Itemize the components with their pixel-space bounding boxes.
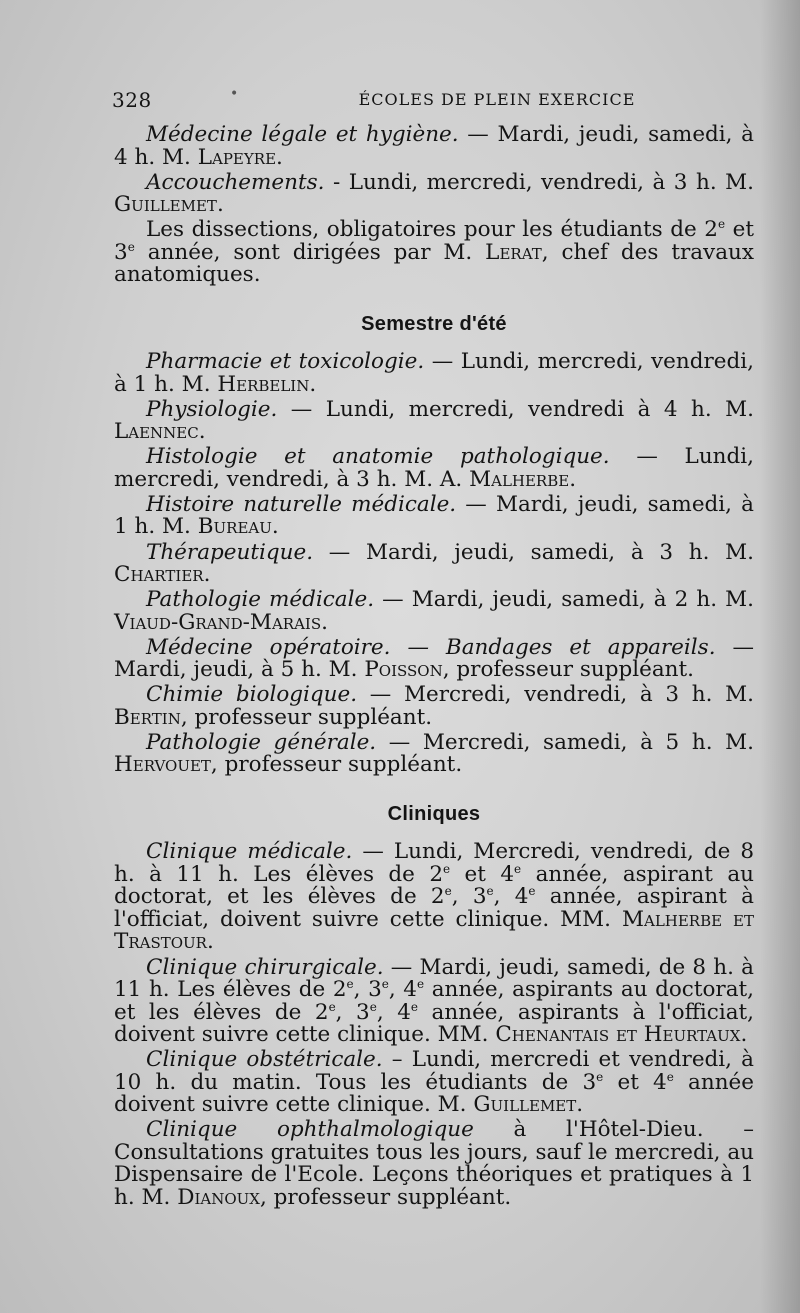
section-heading-semestre-ete: Semestre d'été [361,312,507,335]
course-entry: Chimie biologique. — Mercredi, vendredi, à 3 h. M. Bertin, professeur suppléant. [114,682,754,730]
course-entry: Médecine légale et hygiène. — Mardi, jeudi, samedi, à 4 h. M. Lapeyre. [114,122,755,170]
course-title: Pharmacie et toxicologie. [146,349,425,375]
clinic-title: Clinique médicale. [146,839,353,865]
course-entry: Histologie et anatomie pathologique. — Lundi, mercredi, vendredi, à 3 h. M. A. Malherbe. [114,444,754,492]
course-entry: Thérapeutique. — Mardi, jeudi, samedi, à 3 h. M. Chartier. [114,539,754,588]
professor-name: Hervouet [114,752,211,778]
course-title: Histologie et anatomie pathologique. [146,444,610,470]
professor-name: Guillemet [114,192,217,218]
professor-name: Bertin [114,704,181,730]
course-entry: Histoire naturelle médicale. — Mardi, jeudi, samedi, à 1 h. M. Bureau. [114,491,754,540]
running-header [112,88,752,118]
course-title: Pathologie médicale. [146,587,375,613]
professor-name: Malherbe [469,466,570,492]
professor-name: Dianoux [177,1184,260,1210]
course-entry: Pathologie médicale. — Mardi, jeudi, samedi, à 2 h. M. Viaud-Grand-Marais. [114,587,754,635]
professor-name: Malherbe et Trastour [114,906,754,955]
professor-name: Herbelin [217,371,310,397]
professor-name: Viaud-Grand-Marais [114,609,322,635]
course-title: Thérapeutique. [146,539,314,565]
course-entry: Médecine opératoire. — Bandages et appareils. — Mardi, jeudi, à 5 h. M. Poisson, professeur suppléant. [114,634,754,683]
professor-name: Chartier [114,562,204,588]
course-title: Médecine opératoire. — Bandages et appareils. [146,634,716,660]
professor-name: Laennec [114,419,199,445]
course-title: Pathologie générale. [146,729,377,755]
clinic-entry: Clinique ophthalmologique à l'Hôtel-Dieu. – Consultations gratuites tous les jours, sauf le mercredi, au Dispensaire de l'Ecole. Leçons théoriques et pratiques à 1 h. M. Dianoux, professeur suppléant. [114,1117,755,1210]
course-entry: Accouchements. - Lundi, mercredi, vendredi, à 3 h. M. Guillemet. [114,169,754,218]
section-heading-cliniques: Cliniques [387,802,481,825]
professor-name: Lapeyre [197,144,277,170]
course-title: Chimie biologique. [146,682,358,708]
page-number: 328 [112,88,152,112]
professor-name: Guillemet [473,1092,577,1118]
dissections-note: Les dissections, obligatoires pour les étudiants de 2e et 3e année, sont dirigées par M. Lerat, chef des travaux anatomiques. [114,217,755,288]
running-title: ÉCOLES DE PLEIN EXERCICE [358,90,636,109]
clinic-entry: Clinique médicale. — Lundi, Mercredi, vendredi, de 8 h. à 11 h. Les élèves de 2e et 4e année, aspirant au doctorat, et les élèves de 2e, 3e, 4e année, aspirant à l'officiat, doivent suivre cette clinique. MM. Malherbe et Trastour. [114,839,755,955]
clinic-title: Clinique ophthalmologique [146,1117,474,1143]
course-title: Histoire naturelle médicale. [146,491,457,517]
clinic-entry: Clinique chirurgicale. — Mardi, jeudi, samedi, de 8 h. à 11 h. Les élèves de 2e, 3e, 4e année, aspirants au doctorat, et les élèves de 2e, 3e, 4e année, aspirants à l'officiat, doivent suivre cette clinique. MM. Chenantais et Heurtaux. [114,954,754,1048]
professor-name: Bureau [197,514,272,540]
page-body [114,124,754,1212]
clinic-title: Clinique chirurgicale. [146,954,384,980]
course-title: Médecine légale et hygiène. [146,122,459,147]
print-mark: • [230,86,239,102]
professor-name: Lerat [485,239,542,265]
course-entry: Pathologie générale. — Mercredi, samedi, à 5 h. M. Hervouet, professeur suppléant. [114,729,754,778]
course-title: Accouchements. [146,169,325,195]
course-entry: Pharmacie et toxicologie. — Lundi, mercredi, vendredi, à 1 h. M. Herbelin. [114,349,754,397]
professor-name: Poisson [364,657,443,683]
course-entry: Physiologie. — Lundi, mercredi, vendredi à 4 h. M. Laennec. [114,396,754,445]
professor-name: Chenantais et Heurtaux [495,1022,741,1048]
clinic-title: Clinique obstétricale. [146,1047,383,1073]
course-title: Physiologie. [146,396,278,422]
clinic-entry: Clinique obstétricale. – Lundi, mercredi et vendredi, à 10 h. du matin. Tous les étudiants de 3e et 4e année doivent suivre cette clinique. M. Guillemet. [114,1047,754,1118]
